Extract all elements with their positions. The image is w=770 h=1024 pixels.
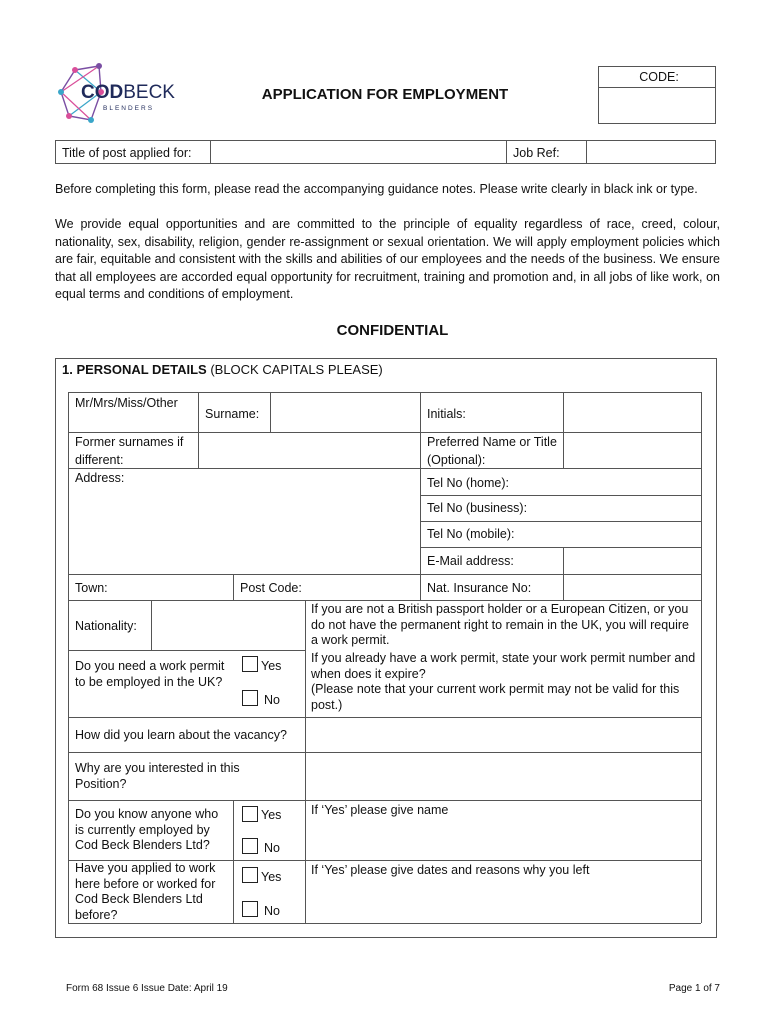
tel-business-input[interactable] <box>564 496 701 521</box>
post-code-label: Post Code: <box>240 581 302 595</box>
section1-title-rest: (BLOCK CAPITALS PLEASE) <box>206 362 383 377</box>
applied-before-no-label: No <box>264 904 280 918</box>
code-box <box>598 66 716 124</box>
preferred-name-label: Preferred Name or Title (Optional): <box>427 435 557 467</box>
permit-validity-note: (Please note that your current work permit may not be valid for this post.) <box>311 682 680 712</box>
nationality-label: Nationality: <box>75 619 137 633</box>
work-permit-no-checkbox[interactable] <box>242 690 258 706</box>
section1-heading <box>62 362 383 378</box>
applied-before-yes-checkbox[interactable] <box>242 867 258 883</box>
guidance-text: Before completing this form, please read the accompanying guidance notes. Please write clearly in black ink or type. <box>55 182 698 196</box>
initials-input[interactable] <box>564 393 701 432</box>
code-input[interactable] <box>599 88 715 123</box>
interest-input[interactable] <box>306 753 701 800</box>
post-title-label: Title of post applied for: <box>62 146 192 160</box>
nat-insurance-input[interactable] <box>564 575 701 600</box>
learn-vacancy-input[interactable] <box>306 718 701 752</box>
former-surnames-input[interactable] <box>199 433 420 468</box>
nat-insurance-label: Nat. Insurance No: <box>427 581 532 595</box>
surname-input[interactable] <box>271 393 420 432</box>
work-permit-yes-label: Yes <box>261 659 282 673</box>
applied-before-no-checkbox[interactable] <box>242 901 258 917</box>
tel-mobile-input[interactable] <box>564 522 701 547</box>
tel-business-label: Tel No (business): <box>427 501 528 515</box>
logo-tagline: BLENDERS <box>103 105 155 112</box>
tel-mobile-label: Tel No (mobile): <box>427 527 515 541</box>
give-name-label: If ‘Yes’ please give name <box>311 803 449 817</box>
section1-title-bold: 1. PERSONAL DETAILS <box>62 362 207 377</box>
job-ref-input[interactable] <box>587 141 715 163</box>
work-permit-no-label: No <box>264 693 280 707</box>
work-permit-question: Do you need a work permit to be employed in the UK? <box>75 659 225 689</box>
address-input[interactable] <box>69 486 420 574</box>
know-anyone-no-label: No <box>264 841 280 855</box>
equal-opportunities-text: We provide equal opportunities and are committed to the principle of equality regardless of race, creed, colour, nationality, sex, disability, religion, gender re-assignment or sexual orientation. We will apply employment policies which are fair, equitable and consistent with the skills and abilities of our employees and the needs of the business. We ensure that all employees are accorded equal opportunity for recruitment, training and promotion and, in all jobs of like work, on equal terms and conditions of employment. <box>55 217 720 301</box>
logo-brand-bold: COD <box>81 82 124 103</box>
code-label: CODE: <box>639 70 679 84</box>
give-name-input[interactable] <box>306 820 701 860</box>
post-title-input[interactable] <box>211 141 506 163</box>
title-prefix-label: Mr/Mrs/Miss/Other <box>75 396 178 410</box>
company-logo <box>55 62 175 128</box>
permit-note: If you already have a work permit, state your work permit number and when does it expire? <box>311 651 696 681</box>
address-label: Address: <box>75 471 125 485</box>
know-anyone-question: Do you know anyone who is currently employed by Cod Beck Blenders Ltd? <box>75 807 219 852</box>
work-permit-yes-checkbox[interactable] <box>242 656 258 672</box>
job-ref-label: Job Ref: <box>513 146 560 160</box>
tel-home-input[interactable] <box>564 469 701 495</box>
page-title: APPLICATION FOR EMPLOYMENT <box>261 86 509 103</box>
interest-label: Why are you interested in this Position? <box>75 761 240 791</box>
email-input[interactable] <box>564 548 701 574</box>
surname-label: Surname: <box>205 407 260 421</box>
nationality-input[interactable] <box>152 601 305 650</box>
applied-before-yes-label: Yes <box>261 870 282 884</box>
know-anyone-yes-label: Yes <box>261 808 282 822</box>
preferred-name-input[interactable] <box>564 433 701 468</box>
confidential-heading: CONFIDENTIAL <box>336 322 449 339</box>
initials-label: Initials: <box>427 407 466 421</box>
give-dates-label: If ‘Yes’ please give dates and reasons why you left <box>311 863 590 877</box>
town-input[interactable] <box>110 575 233 600</box>
passport-note: If you are not a British passport holder or a European Citizen, or you do not have the permanent right to remain in the UK, you will require a work permit. <box>311 602 689 647</box>
know-anyone-yes-checkbox[interactable] <box>242 806 258 822</box>
footer-page-number: Page 1 of 7 <box>668 983 720 994</box>
applied-before-question: Have you applied to work here before or worked for Cod Beck Blenders Ltd before? <box>75 861 216 922</box>
logo-brand-light: BECK <box>123 82 175 103</box>
email-label: E-Mail address: <box>427 554 514 568</box>
footer-form-info: Form 68 Issue 6 Issue Date: April 19 <box>66 983 228 994</box>
post-row <box>55 140 716 164</box>
town-label: Town: <box>75 581 108 595</box>
know-anyone-no-checkbox[interactable] <box>242 838 258 854</box>
learn-vacancy-label: How did you learn about the vacancy? <box>75 728 287 742</box>
give-dates-input[interactable] <box>306 880 701 923</box>
tel-home-label: Tel No (home): <box>427 476 509 490</box>
post-code-input[interactable] <box>305 575 420 600</box>
former-surnames-label: Former surnames if different: <box>75 435 184 467</box>
